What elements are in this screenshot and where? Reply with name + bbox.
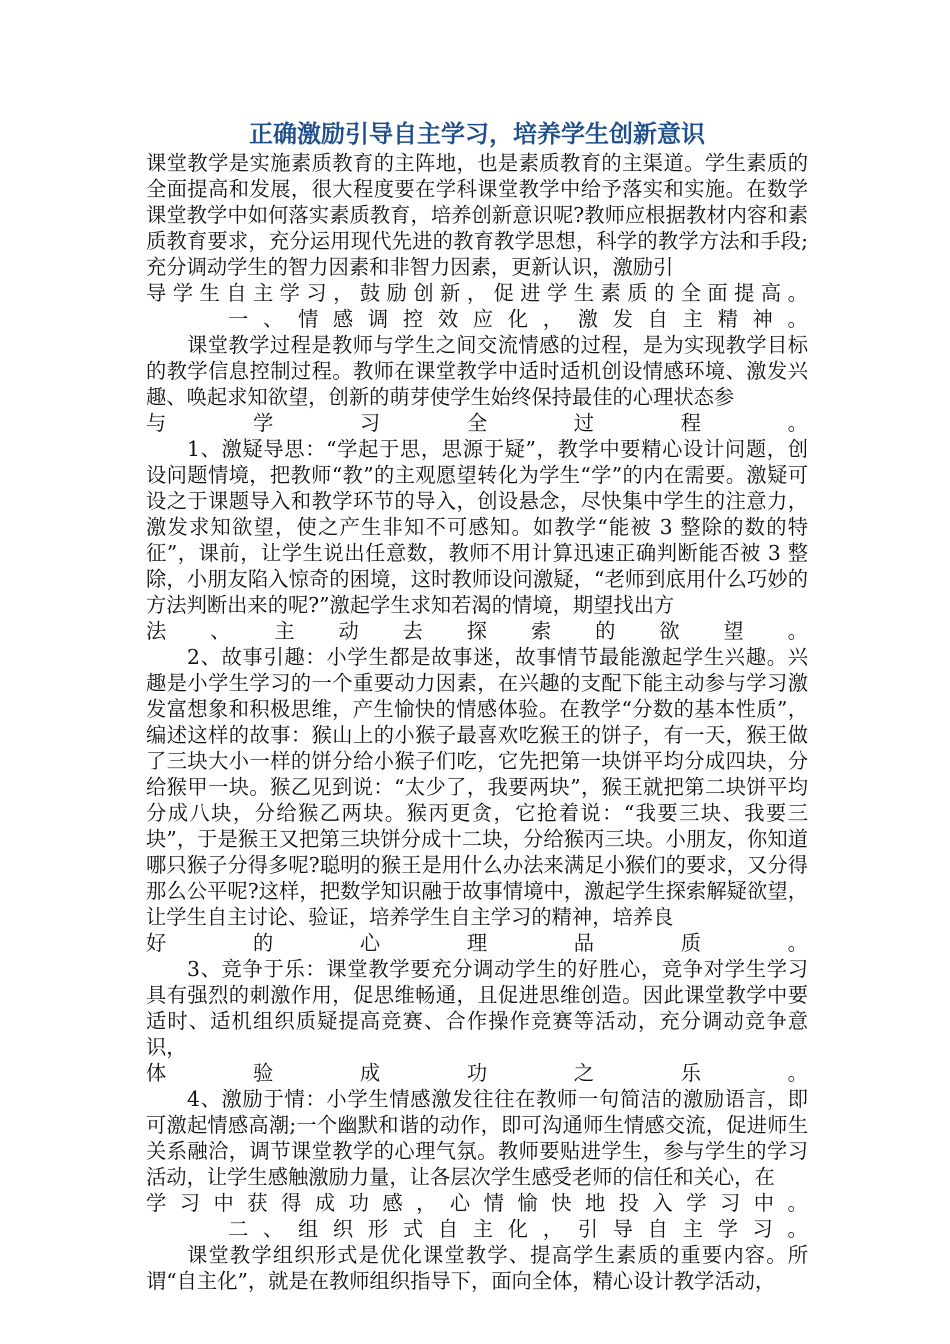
justified-char: 法 (146, 619, 167, 643)
justified-char: 理 (466, 931, 488, 955)
justified-char: 发 (612, 307, 633, 331)
justified-char: 心 (359, 931, 381, 955)
justified-char: 去 (402, 619, 423, 643)
justified-char: 习 (306, 281, 327, 305)
justified-char: 获 (247, 1191, 268, 1215)
justified-char: 自 (437, 1217, 459, 1241)
item-4-paragraph: 4、激励于情：小学生情感激发往往在教师一句简洁的激励语言，即可激起情感高潮;一个幽默和谐的动作，即可沟通师生情感交流，促进师生关系融洽，调节课堂教学的心理气氛。教师要贴进学生，参与学生的学习活动，让学生感触激励力量，让各层次学生感受老师的信任和关心，在 (146, 1087, 808, 1189)
justified-char: 主 (252, 281, 274, 305)
justified-char: 式 (402, 1217, 424, 1241)
justified-char: 习 (720, 1191, 741, 1215)
justified-char: 素 (600, 281, 621, 305)
justified-char: 动 (338, 619, 359, 643)
justified-char: 体 (146, 1061, 167, 1085)
justified-char: 探 (466, 619, 488, 643)
justified-char: 形 (367, 1217, 389, 1241)
justified-char: 品 (573, 931, 595, 955)
justified-char: 情 (297, 307, 319, 331)
justified-char: 情 (483, 1191, 504, 1215)
item-1-last-line (146, 618, 808, 644)
justified-char: 励 (386, 281, 407, 305)
justified-char: 导 (146, 281, 167, 305)
justified-char: 。 (787, 1061, 808, 1085)
justified-char: 之 (573, 1061, 595, 1085)
justified-char: 学 (172, 281, 194, 305)
justified-char: 习 (179, 1191, 201, 1215)
justified-char: 愉 (517, 1191, 538, 1215)
justified-char: 的 (653, 281, 675, 305)
justified-char: 生 (573, 281, 595, 305)
justified-char: 。 (787, 1191, 808, 1215)
justified-char: 生 (199, 281, 220, 305)
justified-char: 快 (551, 1191, 572, 1215)
justified-char: 习 (752, 1217, 773, 1241)
justified-char: 地 (584, 1191, 606, 1215)
justified-char: 全 (466, 411, 488, 435)
justified-char: 。 (787, 307, 808, 331)
justified-char: 学 (686, 1191, 707, 1215)
justified-char: 投 (618, 1191, 640, 1215)
justified-char: 成 (359, 1061, 381, 1085)
justified-char: 新 (440, 281, 461, 305)
justified-char: 。 (787, 1217, 808, 1241)
justified-char: ， (542, 307, 564, 331)
justified-char: 精 (717, 307, 738, 331)
justified-char: 过 (573, 411, 595, 435)
section-heading-2 (146, 1216, 808, 1242)
justified-char: 学 (547, 281, 568, 305)
justified-char: 索 (530, 619, 552, 643)
justified-char: 效 (437, 307, 459, 331)
section2-paragraph: 课堂教学组织形式是优化课堂教学、提高学生素质的重要内容。所谓“自主化”，就是在教师组织指导下，面向全体，精心设计教学活动， (146, 1243, 808, 1293)
justified-char: 调 (367, 307, 389, 331)
justified-char: 的 (595, 619, 616, 643)
item-3-paragraph: 3、竞争于乐：课堂教学要充分调动学生的好胜心，竞争对学生学习具有强烈的刺激作用，促思维畅通，且促进思维创造。因此课堂教学中要适时、适机组织质疑提高竞赛、合作操作竞赛等活动，充分调动竞争意识， (146, 957, 808, 1059)
item-3-last-line (146, 1060, 808, 1086)
justified-char: 质 (680, 931, 701, 955)
justified-char: 进 (520, 281, 541, 305)
justified-char: 主 (682, 1217, 703, 1241)
justified-char: 程 (680, 411, 701, 435)
justified-char: 。 (787, 411, 808, 435)
justified-char: 织 (332, 1217, 354, 1241)
justified-char: 感 (382, 1191, 403, 1215)
justified-char: 望 (723, 619, 744, 643)
justified-char: 自 (647, 307, 668, 331)
justified-char: 全 (680, 281, 701, 305)
justified-char: 面 (707, 281, 728, 305)
justified-char: 二 (228, 1217, 249, 1241)
justified-char: 学 (146, 1191, 167, 1215)
justified-char: 质 (627, 281, 648, 305)
justified-char: 主 (682, 307, 703, 331)
justified-char: 心 (449, 1191, 471, 1215)
section-heading-1 (146, 306, 808, 332)
item-4-last-line (146, 1190, 808, 1216)
justified-char: 主 (274, 619, 295, 643)
justified-char: 一 (228, 307, 249, 331)
intro-last-line (146, 280, 808, 306)
justified-char: 自 (647, 1217, 668, 1241)
justified-char: 应 (472, 307, 494, 331)
justified-char: 、 (262, 1217, 284, 1241)
justified-char: 主 (472, 1217, 494, 1241)
document-page (146, 118, 808, 1294)
justified-char: 创 (413, 281, 434, 305)
justified-char: 控 (402, 307, 424, 331)
justified-char: 化 (507, 1217, 529, 1241)
justified-char: 欲 (659, 619, 680, 643)
section1-paragraph-last-line (146, 410, 808, 436)
justified-char: 验 (252, 1061, 274, 1085)
item-1-paragraph: 1、激疑导思：“学起于思，思源于疑”，教学中要精心设计问题，创设问题情境，把教师“教”的主观愿望转化为学生“学”的内在需要。激疑可设之于课题导入和教学环节的导入，创设悬念，尽快集中学生的注意力，激发求知欲望，使之产生非知不可感知。如教学“能被 3 整除的数的特征”，课前，让学生说出任意数，教师不用计算迅速正确判断能否被 3 整除，小朋友陷入惊奇的困境，这时教师设问激疑，“老师到底用什么巧妙的方法判断出来的呢?”激起学生求知若渴的情境，期望找出方 (146, 437, 808, 617)
item-2-last-line (146, 930, 808, 956)
justified-char: 学 (717, 1217, 738, 1241)
justified-char: ， (416, 1191, 437, 1215)
justified-char: 激 (577, 307, 598, 331)
justified-char: 化 (507, 307, 529, 331)
justified-char: 好 (146, 931, 167, 955)
justified-char: 入 (652, 1191, 673, 1215)
justified-char: 、 (210, 619, 231, 643)
justified-char: 引 (577, 1217, 598, 1241)
justified-char: 提 (734, 281, 755, 305)
justified-char: 习 (359, 411, 381, 435)
justified-char: 导 (612, 1217, 633, 1241)
justified-char: 成 (314, 1191, 336, 1215)
justified-char: 中 (753, 1191, 775, 1215)
justified-char: 。 (787, 931, 808, 955)
justified-char: 神 (752, 307, 773, 331)
intro-paragraph: 课堂教学是实施素质教育的主阵地，也是素质教育的主渠道。学生素质的全面提高和发展，很大程度要在学科课堂教学中给予落实和实施。在数学课堂教学中如何落实素质教育，培养创新意识呢?教师应根据教材内容和素质教育要求，充分运用现代先进的教育教学思想，科学的教学方法和手段;充分调动学生的智力因素和非智力因素，更新认识，激励引 (146, 151, 808, 279)
justified-char: 学 (279, 281, 300, 305)
justified-char: ， (466, 281, 488, 305)
justified-char: 。 (787, 281, 808, 305)
justified-char: 的 (252, 931, 274, 955)
justified-char: 功 (348, 1191, 369, 1215)
justified-char: 学 (252, 411, 274, 435)
item-2-paragraph: 2、故事引趣：小学生都是故事迷，故事情节最能激起学生兴趣。兴趣是小学生学习的一个重要动力因素，在兴趣的支配下能主动参与学习激发富想象和积极思维，产生愉快的情感体验。在教学“分数的基本性质”，编述这样的故事：猴山上的小猴子最喜欢吃猴王的饼子，有一天，猴王做了三块大小一样的饼分给小猴子们吃，它先把第一块饼平均分成四块，分给猴甲一块。猴乙见到说：“太少了，我要两块”，猴王就把第二块饼平均分成八块，分给猴乙两块。猴丙更贪，它抢着说：“我要三块、我要三块”，于是猴王又把第三块饼分成十二块，分给猴丙三块。小朋友，你知道哪只猴子分得多呢?聪明的猴王是用什么办法来满足小猴们的要求，又分得那么公平呢?这样，把数学知识融于故事情境中，激起学生探索解疑欲望，让学生自主讨论、验证，培养学生自主学习的精神，培养良 (146, 645, 808, 929)
justified-char: 组 (297, 1217, 319, 1241)
justified-char: 、 (262, 307, 284, 331)
justified-char: 与 (146, 411, 167, 435)
justified-char: 感 (332, 307, 354, 331)
document-title: 正确激励引导自主学习，培养学生创新意识 (249, 120, 705, 148)
justified-char: 。 (787, 619, 808, 643)
justified-char: 自 (226, 281, 247, 305)
section1-paragraph: 课堂教学过程是教师与学生之间交流情感的过程，是为实现教学目标的教学信息控制过程。教师在课堂教学中适时适机创设情感环境、激发兴趣、唤起求知欲望，创新的萌芽使学生始终保持最佳的心理状态参 (146, 333, 808, 409)
justified-char: 高 (760, 281, 782, 305)
justified-char: 中 (213, 1191, 234, 1215)
justified-char: ， (333, 281, 354, 305)
justified-char: ， (542, 1217, 564, 1241)
justified-char: 促 (493, 281, 514, 305)
justified-char: 功 (466, 1061, 488, 1085)
justified-char: 得 (281, 1191, 302, 1215)
justified-char: 乐 (680, 1061, 701, 1085)
justified-char: 鼓 (359, 281, 381, 305)
